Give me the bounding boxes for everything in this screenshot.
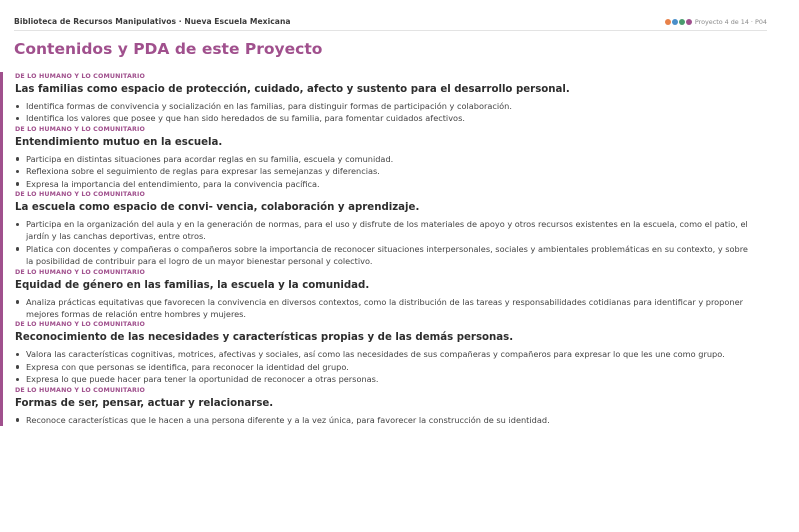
category-dots <box>665 19 692 25</box>
section-label: DE LO HUMANO Y LO COMUNITARIO <box>15 125 146 133</box>
content-section <box>15 268 753 321</box>
section-heading: La escuela como espacio de convi- vencia, colaboración y aprendizaje. <box>15 202 420 214</box>
pda-list <box>15 414 753 426</box>
section-label: DE LO HUMANO Y LO COMUNITARIO <box>15 321 146 329</box>
category-dot-icon <box>679 19 685 25</box>
pda-item: Participa en la organización del aula y en la generación de normas, para el uso y disfrute de los materiales de apoyo y otros recursos existentes en la escuela, como el patio, el jardín y las canchas deportivas, entre otros. <box>15 218 753 243</box>
content-section <box>15 386 753 426</box>
category-dot-icon <box>672 19 678 25</box>
pda-item: Participa en distintas situaciones para acordar reglas en su familia, escuela y comunidad. <box>15 153 753 165</box>
pda-list <box>15 218 753 268</box>
pda-item: Identifica los valores que posee y que han sido heredados de su familia, para fomentar cuidados afectivos. <box>15 112 753 124</box>
project-counter: Proyecto 4 de 14 · P04 <box>694 18 767 26</box>
section-heading: Equidad de género en las familias, la escuela y la comunidad. <box>15 279 370 291</box>
pda-list <box>15 348 753 385</box>
pda-item: Analiza prácticas equitativas que favorecen la convivencia en diversos contextos, como la distribución de las tareas y responsabilidades cotidianas para identificar y proponer mejores formas de relación entre hombres y mujeres. <box>15 296 753 321</box>
pda-item: Expresa la importancia del entendimiento, para la convivencia pacífica. <box>15 178 753 190</box>
section-heading: Formas de ser, pensar, actuar y relacionarse. <box>15 397 274 409</box>
pda-item: Platica con docentes y compañeras o compañeros sobre la importancia de reconocer situaciones interpersonales, sociales y ambientales problemáticas en su contexto, y sobre la posibilidad de contribuir para el logro de un mayor bienestar personal y colectivo. <box>15 243 753 268</box>
section-label: DE LO HUMANO Y LO COMUNITARIO <box>15 191 146 199</box>
section-label: DE LO HUMANO Y LO COMUNITARIO <box>15 268 146 276</box>
section-heading: Las familias como espacio de protección, cuidado, afecto y sustento para el desarrollo personal. <box>15 84 570 95</box>
content-section <box>15 320 753 385</box>
page <box>14 0 767 62</box>
section-heading: Entendimiento mutuo en la escuela. <box>15 136 223 148</box>
section-heading: Reconocimiento de las necesidades y características propias y de las demás personas. <box>15 332 514 344</box>
category-dot-icon <box>686 19 692 25</box>
section-label: DE LO HUMANO Y LO COMUNITARIO <box>15 386 146 394</box>
pda-item: Expresa lo que puede hacer para tener la oportunidad de reconocer a otras personas. <box>15 373 753 385</box>
pda-item: Valora las características cognitivas, motrices, afectivas y sociales, así como las necesidades de sus compañeras y compañeros para expresar lo que les une como grupo. <box>15 348 753 360</box>
content-section <box>15 125 753 190</box>
pda-list <box>15 100 753 125</box>
content-section <box>15 190 753 268</box>
pda-item: Reflexiona sobre el seguimiento de reglas para expresar las semejanzas y diferencias. <box>15 165 753 177</box>
pda-list <box>15 296 753 321</box>
pda-item: Identifica formas de convivencia y socialización en las familias, para distinguir formas de participación y colaboración. <box>15 100 753 112</box>
header-right <box>665 18 767 26</box>
section-label: DE LO HUMANO Y LO COMUNITARIO <box>15 73 146 80</box>
page-title: Contenidos y PDA de este Proyecto <box>14 40 323 58</box>
content-section <box>15 72 753 125</box>
content-list <box>0 72 753 426</box>
pda-item: Reconoce características que le hacen a una persona diferente y a la vez única, para favorecer la construcción de su identidad. <box>15 414 753 426</box>
header-title: Biblioteca de Recursos Manipulativos · Nueva Escuela Mexicana <box>14 17 291 26</box>
page-header <box>14 0 767 31</box>
category-dot-icon <box>665 19 671 25</box>
pda-item: Expresa con que personas se identifica, para reconocer la identidad del grupo. <box>15 361 753 373</box>
pda-list <box>15 153 753 190</box>
